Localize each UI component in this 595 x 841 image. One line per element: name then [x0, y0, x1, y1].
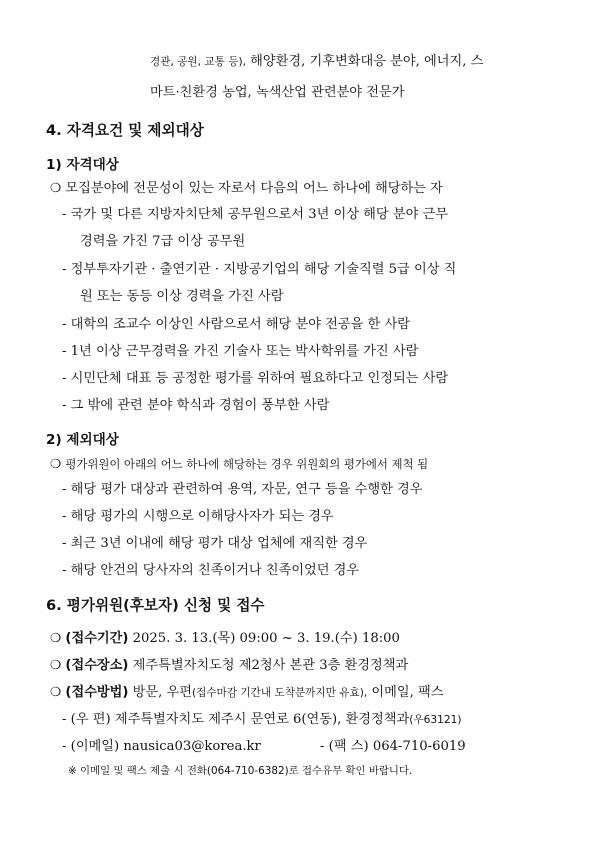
- circle-bullet-icon: ❍: [50, 630, 62, 645]
- qualification-item-text: 대학의 조교수 이상인 사람으로서 해당 분야 전공을 한 사람: [70, 317, 410, 332]
- section-4-2-title: 2) 제외대상: [46, 432, 119, 448]
- section-4-1-title: 1) 자격대상: [46, 157, 119, 173]
- exclusion-item-3: [62, 535, 367, 553]
- exclusion-item-text: 해당 평가의 시행으로 이해당사자가 되는 경우: [70, 509, 334, 524]
- dash-mark: -: [62, 482, 67, 497]
- dash-mark: -: [62, 739, 67, 754]
- mail-address: 제주특별자치도 제주시 문연로 6(연동), 환경정책과: [110, 712, 410, 727]
- email-row: [62, 738, 261, 756]
- fax-number: 064-710-6019: [368, 739, 466, 754]
- qualification-item-text: 정부투자기관 · 출연기관 · 지방공기업의 해당 기술직렬 5급 이상 직: [70, 262, 457, 277]
- fax-label: (팩 스): [328, 739, 369, 754]
- exclusion-item-2: [62, 508, 334, 526]
- section-6-title: 6. 평가위원(후보자) 신청 및 접수: [46, 597, 265, 614]
- mail-zip: (우63121): [409, 714, 462, 726]
- qualification-item-text: 그 밖에 관련 분야 학식과 경험이 풍부한 사람: [70, 398, 330, 413]
- dash-mark: -: [62, 563, 67, 578]
- dash-mark: -: [320, 739, 325, 754]
- period-label: (접수기간): [65, 631, 129, 646]
- circle-bullet-icon: ❍: [50, 684, 62, 699]
- exclusion-item-text: 최근 3년 이내에 해당 평가 대상 업체에 재직한 경우: [70, 536, 368, 551]
- exclusion-item-text: 해당 안건의 당사자의 친족이거나 친족이었던 경우: [70, 563, 360, 578]
- email-address: nausica03@korea.kr: [119, 739, 261, 754]
- circle-bullet-icon: ❍: [50, 180, 62, 195]
- dash-mark: -: [62, 509, 67, 524]
- place-label: (접수장소): [65, 658, 129, 673]
- method-note: (접수마감 기간내 도착분까지만 유효),: [191, 687, 368, 699]
- method-row: [50, 683, 444, 702]
- dash-mark: -: [62, 536, 67, 551]
- dash-mark: -: [62, 262, 67, 277]
- qualification-item-text: 국가 및 다른 지방자치단체 공무원으로서 3년 이상 해당 분야 근무: [70, 207, 449, 222]
- exclusion-item-1: [62, 481, 423, 499]
- mail-label: (우 편): [70, 712, 111, 727]
- fax-row: [320, 738, 466, 756]
- qualification-bullet: [50, 179, 443, 198]
- qualification-item-text: 시민단체 대표 등 공정한 평가를 위하여 필요하다고 인정되는 사람: [70, 371, 449, 386]
- qualification-item-2: [62, 261, 456, 279]
- circle-bullet-icon: ❍: [50, 657, 62, 672]
- section-4-title: 4. 자격요건 및 제외대상: [46, 122, 204, 139]
- qualification-item-4: [62, 343, 418, 361]
- exclusion-item-4: [62, 562, 359, 580]
- intro-text: 해양환경, 기후변화대응 분야, 에너지, 스: [245, 54, 484, 69]
- intro-line-2: 마트·친환경 농업, 녹색산업 관련분야 전문가: [150, 85, 405, 100]
- qualification-item-2-cont: 원 또는 동등 이상 경력을 가진 사람: [80, 289, 284, 304]
- qualification-item-text: 1년 이상 근무경력을 가진 기술사 또는 박사학위를 가진 사람: [70, 344, 419, 359]
- dash-mark: -: [62, 344, 67, 359]
- circle-bullet-icon: ❍: [50, 456, 62, 471]
- exclusion-bullet: [50, 455, 428, 474]
- dash-mark: -: [62, 317, 67, 332]
- period-row: [50, 629, 400, 648]
- qualification-item-6: [62, 397, 329, 415]
- intro-line-1: [150, 53, 483, 71]
- period-value: 2025. 3. 13.(목) 09:00 ~ 3. 19.(수) 18:00: [128, 631, 400, 646]
- qualification-item-1: [62, 206, 448, 224]
- exclusion-bullet-text: 평가위원이 아래의 어느 하나에 해당하는 경우 위원회의 평가에서 제척 됨: [65, 457, 429, 471]
- email-label: (이메일): [70, 739, 120, 754]
- place-row: [50, 656, 408, 675]
- contact-note: ※ 이메일 및 팩스 제출 시 전화(064-710-6382)로 접수유무 확인 바랍니다.: [68, 765, 413, 777]
- method-value-end: 이메일, 팩스: [367, 685, 444, 700]
- dash-mark: -: [62, 371, 67, 386]
- qualification-item-1-cont: 경력을 가진 7급 이상 공무원: [80, 234, 246, 249]
- dash-mark: -: [62, 712, 67, 727]
- intro-small-text: 경관, 공원, 교통 등),: [150, 56, 246, 68]
- place-value: 제주특별자치도청 제2청사 본관 3층 환경정책과: [128, 658, 409, 673]
- method-label: (접수방법): [65, 685, 129, 700]
- qualification-bullet-text: 모집분야에 전문성이 있는 자로서 다음의 어느 하나에 해당하는 자: [65, 181, 443, 196]
- method-value: 방문, 우편: [128, 685, 192, 700]
- qualification-item-5: [62, 370, 448, 388]
- dash-mark: -: [62, 398, 67, 413]
- mail-row: [62, 711, 461, 729]
- qualification-item-3: [62, 316, 410, 334]
- dash-mark: -: [62, 207, 67, 222]
- exclusion-item-text: 해당 평가 대상과 관련하여 용역, 자문, 연구 등을 수행한 경우: [70, 482, 423, 497]
